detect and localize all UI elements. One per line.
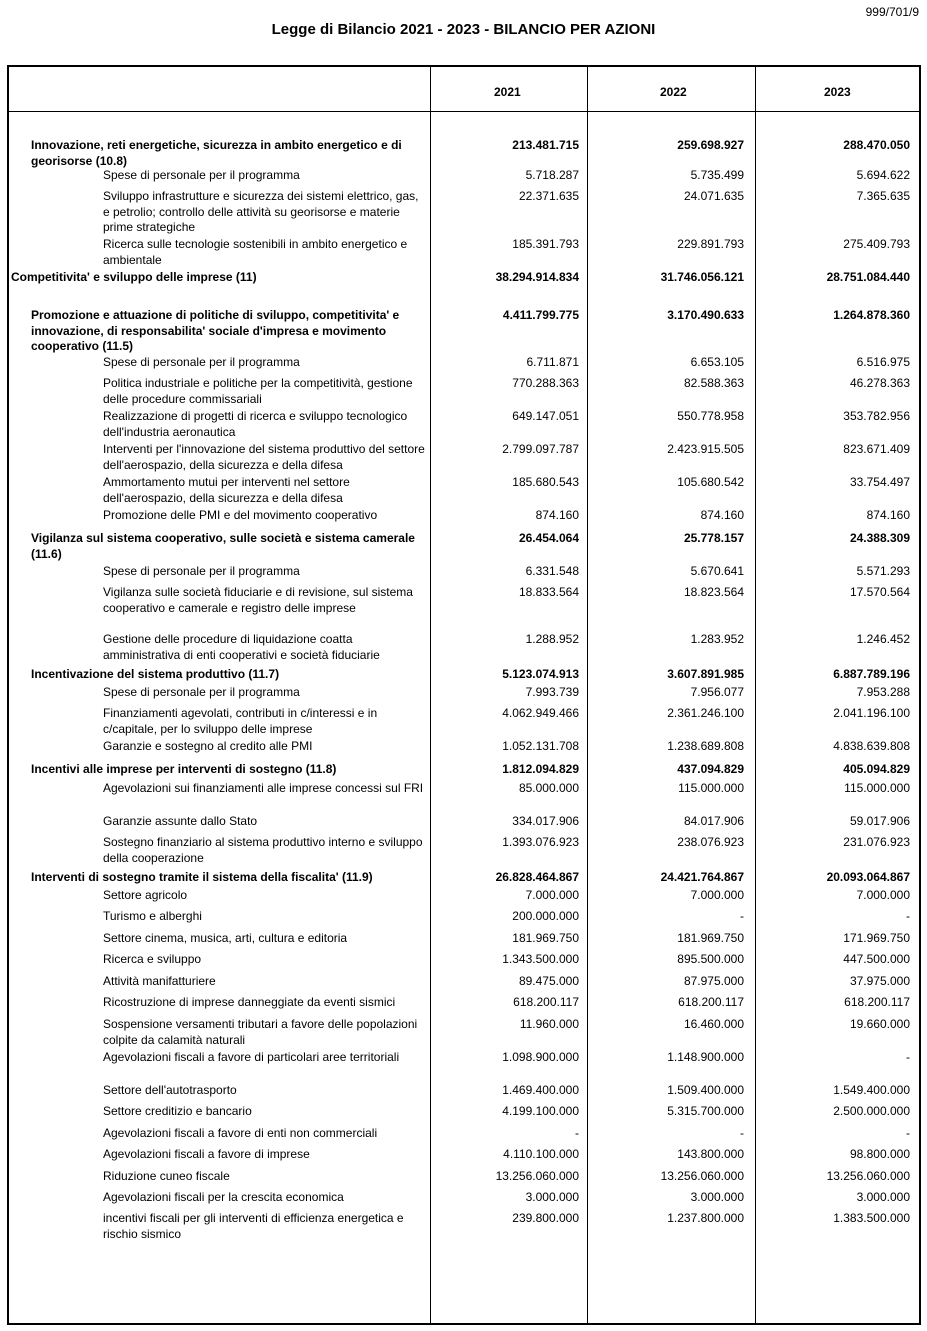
row-value-2022: 5.315.700.000 bbox=[667, 1104, 744, 1118]
row-description: Settore agricolo bbox=[103, 888, 188, 902]
row-value-2021: 1.393.076.923 bbox=[502, 835, 579, 849]
column-divider bbox=[755, 65, 756, 1325]
row-value-2022: 87.975.000 bbox=[683, 974, 744, 988]
row-value-2021: 89.475.000 bbox=[518, 974, 579, 988]
row-value-2023: 13.256.060.000 bbox=[826, 1169, 910, 1183]
row-description: Settore cinema, musica, arti, cultura e editoria bbox=[103, 931, 348, 945]
row-description: Agevolazioni sui finanziamenti alle imprese concessi sul FRI bbox=[103, 781, 424, 795]
row-value-2021: 4.411.799.775 bbox=[502, 308, 579, 322]
row-value-2021: 38.294.914.834 bbox=[495, 270, 579, 284]
row-value-2022: 82.588.363 bbox=[683, 376, 744, 390]
row-value-2023: 46.278.363 bbox=[849, 376, 910, 390]
row-value-2022: 25.778.157 bbox=[683, 531, 744, 545]
row-value-2023: 5.571.293 bbox=[856, 564, 910, 578]
row-value-2021: 5.123.074.913 bbox=[502, 667, 579, 681]
row-value-2022: 18.823.564 bbox=[683, 585, 744, 599]
row-value-2021: 22.371.635 bbox=[518, 189, 579, 203]
row-value-2022: 5.735.499 bbox=[690, 168, 744, 182]
row-value-2022: 7.956.077 bbox=[690, 685, 744, 699]
row-value-2021: 6.331.548 bbox=[525, 564, 579, 578]
row-value-2023: 3.000.000 bbox=[856, 1190, 910, 1204]
row-value-2021: 11.960.000 bbox=[519, 1017, 579, 1031]
row-value-2021: 239.800.000 bbox=[512, 1211, 579, 1225]
row-value-2021: 649.147.051 bbox=[512, 409, 579, 423]
row-value-2022: 618.200.117 bbox=[678, 995, 744, 1009]
row-value-2023: 288.470.050 bbox=[843, 138, 910, 152]
row-value-2021: 5.718.287 bbox=[525, 168, 579, 182]
row-value-2022: 6.653.105 bbox=[690, 355, 744, 369]
row-value-2023: 275.409.793 bbox=[843, 237, 910, 251]
row-value-2023: 115.000.000 bbox=[844, 781, 910, 795]
row-value-2023: 1.549.400.000 bbox=[833, 1083, 910, 1097]
row-value-2022: 1.238.689.808 bbox=[667, 739, 744, 753]
row-description: Vigilanza sulle società fiduciarie e di revisione, sul sistema cooperativo e camerale e registro delle imprese bbox=[103, 585, 413, 615]
row-description: Incentivi alle imprese per interventi di sostegno (11.8) bbox=[31, 762, 337, 776]
column-header-2022: 2022 bbox=[660, 85, 687, 99]
row-description: Interventi di sostegno tramite il sistema della fiscalita' (11.9) bbox=[31, 870, 373, 884]
row-value-2023: 19.660.000 bbox=[849, 1017, 910, 1031]
row-description: Agevolazioni fiscali a favore di enti non commerciali bbox=[103, 1126, 378, 1140]
row-value-2021: 213.481.715 bbox=[512, 138, 579, 152]
row-value-2021: 770.288.363 bbox=[512, 376, 579, 390]
row-description: Innovazione, reti energetiche, sicurezza in ambito energetico e di georisorse (10.8) bbox=[31, 138, 402, 168]
row-value-2023: 353.782.956 bbox=[843, 409, 910, 423]
row-description: Attività manifatturiere bbox=[103, 974, 216, 988]
row-value-2022: 3.000.000 bbox=[690, 1190, 744, 1204]
row-description: Riduzione cuneo fiscale bbox=[103, 1169, 230, 1183]
row-value-2021: 181.969.750 bbox=[512, 931, 579, 945]
row-value-2022: 13.256.060.000 bbox=[660, 1169, 744, 1183]
row-description: Promozione e attuazione di politiche di sviluppo, competitivita' e innovazione, di responsabilita' sociale d'impresa e movimento cooperativo (11.5) bbox=[31, 308, 400, 353]
row-value-2023: 405.094.829 bbox=[843, 762, 910, 776]
row-value-2021: 26.454.064 bbox=[518, 531, 579, 545]
row-description: Promozione delle PMI e del movimento cooperativo bbox=[103, 508, 378, 522]
row-description: Finanziamenti agevolati, contributi in c/interessi e in c/capitale, per lo sviluppo delle imprese bbox=[103, 706, 378, 736]
row-value-2023: 7.000.000 bbox=[856, 888, 910, 902]
row-value-2022: 1.283.952 bbox=[690, 632, 744, 646]
row-description: Garanzie e sostegno al credito alle PMI bbox=[103, 739, 313, 753]
row-description: Interventi per l'innovazione del sistema produttivo del settore dell'aerospazio, della sicurezza e della difesa bbox=[103, 442, 425, 472]
row-description: Spese di personale per il programma bbox=[103, 564, 300, 578]
row-description: Garanzie assunte dallo Stato bbox=[103, 814, 258, 828]
row-value-2023: - bbox=[906, 909, 910, 923]
row-description: Spese di personale per il programma bbox=[103, 168, 300, 182]
row-value-2021: 2.799.097.787 bbox=[502, 442, 579, 456]
row-value-2021: 185.680.543 bbox=[512, 475, 579, 489]
row-description: Ammortamento mutui per interventi nel settore dell'aerospazio, della sicurezza e della difesa bbox=[103, 475, 350, 505]
row-value-2023: 231.076.923 bbox=[843, 835, 910, 849]
row-value-2023: 98.800.000 bbox=[849, 1147, 910, 1161]
row-description: incentivi fiscali per gli interventi di efficienza energetica e rischio sismico bbox=[103, 1211, 404, 1241]
row-value-2021: 1.098.900.000 bbox=[502, 1050, 579, 1064]
row-description: Agevolazioni fiscali a favore di imprese bbox=[103, 1147, 310, 1161]
row-value-2023: 37.975.000 bbox=[849, 974, 910, 988]
row-value-2021: 18.833.564 bbox=[518, 585, 579, 599]
column-divider bbox=[430, 65, 431, 1325]
row-value-2021: 4.110.100.000 bbox=[503, 1147, 579, 1161]
row-value-2021: 185.391.793 bbox=[512, 237, 579, 251]
row-value-2023: 1.264.878.360 bbox=[833, 308, 910, 322]
row-value-2023: 874.160 bbox=[866, 508, 910, 522]
row-value-2023: 17.570.564 bbox=[849, 585, 910, 599]
row-value-2021: 3.000.000 bbox=[525, 1190, 579, 1204]
row-value-2023: 4.838.639.808 bbox=[833, 739, 910, 753]
row-value-2021: 1.812.094.829 bbox=[502, 762, 579, 776]
row-description: Incentivazione del sistema produttivo (11.7) bbox=[31, 667, 280, 681]
row-description: Agevolazioni fiscali per la crescita economica bbox=[103, 1190, 344, 1204]
row-description: Politica industriale e politiche per la competitività, gestione delle procedure commissariali bbox=[103, 376, 413, 406]
row-value-2021: 618.200.117 bbox=[513, 995, 579, 1009]
row-value-2022: 16.460.000 bbox=[683, 1017, 744, 1031]
row-value-2023: 6.516.975 bbox=[856, 355, 910, 369]
row-value-2023: 24.388.309 bbox=[849, 531, 910, 545]
row-description: Spese di personale per il programma bbox=[103, 355, 300, 369]
column-header-2023: 2023 bbox=[824, 85, 851, 99]
document-code: 999/701/9 bbox=[865, 5, 919, 19]
header-divider bbox=[7, 111, 921, 112]
row-value-2021: 7.993.739 bbox=[525, 685, 579, 699]
row-value-2022: 181.969.750 bbox=[677, 931, 744, 945]
row-value-2021: 26.828.464.867 bbox=[495, 870, 579, 884]
row-value-2023: 2.500.000.000 bbox=[833, 1104, 910, 1118]
row-value-2022: 24.071.635 bbox=[683, 189, 744, 203]
row-value-2021: 200.000.000 bbox=[512, 909, 579, 923]
row-description: Vigilanza sul sistema cooperativo, sulle società e sistema camerale (11.6) bbox=[31, 531, 415, 561]
row-value-2021: 334.017.906 bbox=[512, 814, 579, 828]
row-value-2023: - bbox=[906, 1126, 910, 1140]
row-value-2022: 259.698.927 bbox=[677, 138, 744, 152]
row-value-2023: 171.969.750 bbox=[843, 931, 910, 945]
row-value-2023: 1.383.500.000 bbox=[833, 1211, 910, 1225]
row-value-2022: 31.746.056.121 bbox=[660, 270, 744, 284]
row-value-2023: - bbox=[906, 1050, 910, 1064]
row-value-2022: 2.361.246.100 bbox=[667, 706, 744, 720]
row-description: Sviluppo infrastrutture e sicurezza dei sistemi elettrico, gas, e petrolio; controllo delle attività su georisorse e materie prime strategiche bbox=[103, 189, 419, 234]
row-value-2021: 1.052.131.708 bbox=[502, 739, 579, 753]
row-description: Gestione delle procedure di liquidazione coatta amministrativa di enti cooperativi e società fiduciarie bbox=[103, 632, 380, 662]
row-value-2021: 874.160 bbox=[535, 508, 579, 522]
row-value-2021: 4.062.949.466 bbox=[502, 706, 579, 720]
row-value-2021: 1.343.500.000 bbox=[502, 952, 579, 966]
row-description: Ricostruzione di imprese danneggiate da eventi sismici bbox=[103, 995, 396, 1009]
row-value-2021: 7.000.000 bbox=[525, 888, 579, 902]
row-value-2022: 24.421.764.867 bbox=[660, 870, 744, 884]
row-value-2022: 874.160 bbox=[700, 508, 744, 522]
row-value-2021: 13.256.060.000 bbox=[495, 1169, 579, 1183]
page-title: Legge di Bilancio 2021 - 2023 - BILANCIO PER AZIONI bbox=[271, 21, 656, 38]
row-value-2022: 1.509.400.000 bbox=[667, 1083, 744, 1097]
row-value-2022: 143.800.000 bbox=[677, 1147, 744, 1161]
row-value-2022: 1.148.900.000 bbox=[667, 1050, 744, 1064]
row-value-2021: 85.000.000 bbox=[518, 781, 579, 795]
row-value-2023: 6.887.789.196 bbox=[833, 667, 910, 681]
row-value-2022: 3.170.490.633 bbox=[667, 308, 744, 322]
column-divider bbox=[587, 65, 588, 1325]
row-value-2022: 1.237.800.000 bbox=[667, 1211, 744, 1225]
row-value-2023: 20.093.064.867 bbox=[826, 870, 910, 884]
row-value-2022: 105.680.542 bbox=[677, 475, 744, 489]
row-value-2021: 1.288.952 bbox=[525, 632, 579, 646]
row-value-2022: 115.000.000 bbox=[678, 781, 744, 795]
row-value-2021: - bbox=[575, 1126, 579, 1140]
row-value-2021: 6.711.871 bbox=[526, 355, 579, 369]
row-value-2022: 2.423.915.505 bbox=[667, 442, 744, 456]
row-value-2023: 7.953.288 bbox=[856, 685, 910, 699]
row-value-2023: 59.017.906 bbox=[849, 814, 910, 828]
row-value-2023: 1.246.452 bbox=[856, 632, 910, 646]
row-value-2022: 7.000.000 bbox=[690, 888, 744, 902]
row-value-2023: 28.751.084.440 bbox=[826, 270, 910, 284]
row-value-2022: 550.778.958 bbox=[677, 409, 744, 423]
row-value-2022: 5.670.641 bbox=[690, 564, 744, 578]
row-description: Spese di personale per il programma bbox=[103, 685, 300, 699]
row-value-2021: 1.469.400.000 bbox=[502, 1083, 579, 1097]
row-value-2022: 437.094.829 bbox=[677, 762, 744, 776]
row-description: Sostegno finanziario al sistema produttivo interno e sviluppo della cooperazione bbox=[103, 835, 423, 865]
row-description: Ricerca e sviluppo bbox=[103, 952, 202, 966]
row-description: Ricerca sulle tecnologie sostenibili in ambito energetico e ambientale bbox=[103, 237, 408, 267]
row-value-2023: 447.500.000 bbox=[843, 952, 910, 966]
row-value-2022: 238.076.923 bbox=[677, 835, 744, 849]
row-value-2022: 84.017.906 bbox=[683, 814, 744, 828]
row-description: Competitivita' e sviluppo delle imprese (11) bbox=[11, 270, 257, 284]
row-value-2022: - bbox=[740, 1126, 744, 1140]
row-description: Realizzazione di progetti di ricerca e sviluppo tecnologico dell'industria aeronautica bbox=[103, 409, 408, 439]
row-value-2023: 7.365.635 bbox=[856, 189, 910, 203]
row-value-2022: 229.891.793 bbox=[677, 237, 744, 251]
row-value-2023: 823.671.409 bbox=[843, 442, 910, 456]
row-value-2022: - bbox=[740, 909, 744, 923]
row-description: Settore dell'autotrasporto bbox=[103, 1083, 237, 1097]
row-value-2023: 33.754.497 bbox=[849, 475, 910, 489]
column-header-2021: 2021 bbox=[494, 85, 521, 99]
row-description: Agevolazioni fiscali a favore di particolari aree territoriali bbox=[103, 1050, 400, 1064]
row-description: Turismo e alberghi bbox=[103, 909, 202, 923]
row-value-2022: 895.500.000 bbox=[677, 952, 744, 966]
row-description: Settore creditizio e bancario bbox=[103, 1104, 252, 1118]
row-value-2022: 3.607.891.985 bbox=[667, 667, 744, 681]
row-value-2023: 5.694.622 bbox=[856, 168, 910, 182]
row-value-2023: 618.200.117 bbox=[844, 995, 910, 1009]
row-value-2021: 4.199.100.000 bbox=[502, 1104, 579, 1118]
row-description: Sospensione versamenti tributari a favore delle popolazioni colpite da calamità naturali bbox=[103, 1017, 418, 1047]
row-value-2023: 2.041.196.100 bbox=[833, 706, 910, 720]
